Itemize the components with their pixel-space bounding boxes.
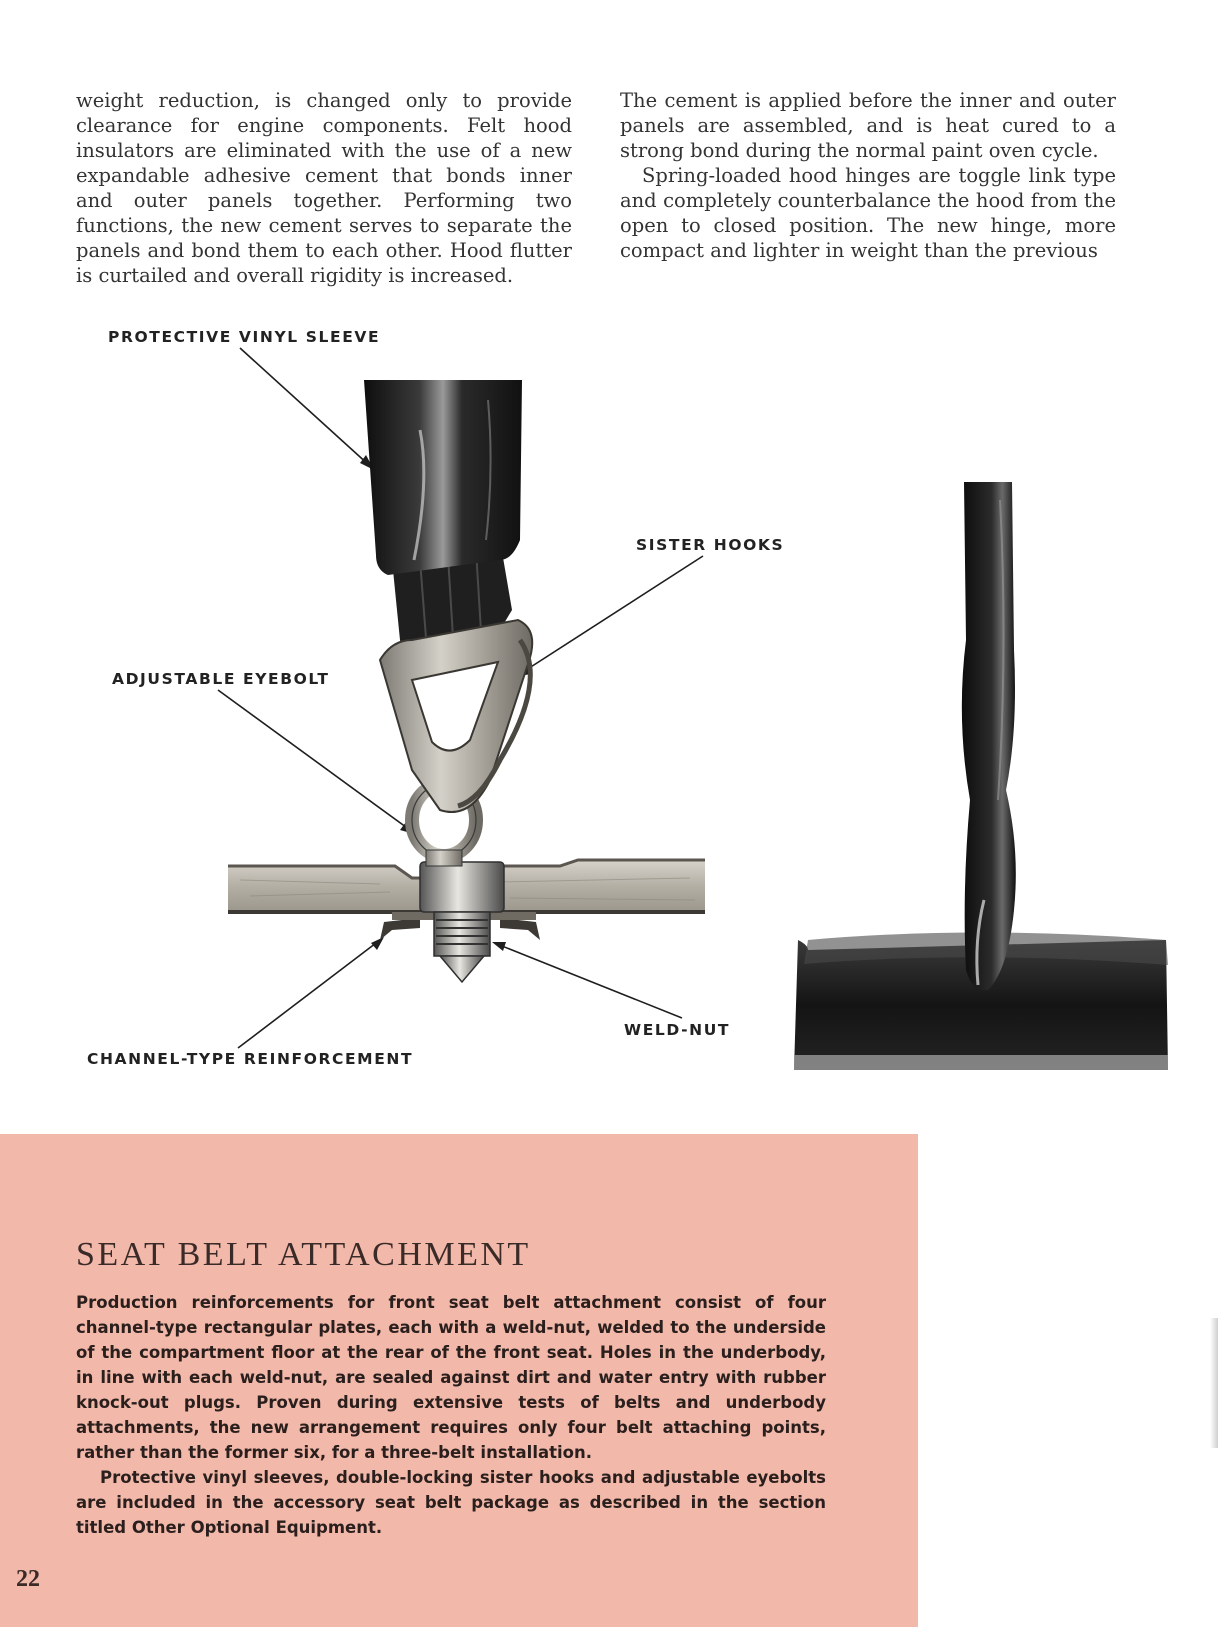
leader-weldnut <box>497 944 682 1018</box>
page-number: 22 <box>16 1566 40 1592</box>
right-paragraph-1: The cement is applied before the inner and outer panels are assembled, and is heat cured to a strong bond during the normal paint oven cycle. <box>620 89 1116 162</box>
callout-weld-nut: WELD-NUT <box>624 1021 731 1039</box>
vinyl-sleeve-tube <box>962 482 1016 990</box>
leader-sleeve <box>240 348 370 466</box>
callout-sister-hooks: SISTER HOOKS <box>636 536 785 554</box>
floor-edge <box>794 1055 1168 1070</box>
leader-channel <box>238 940 380 1048</box>
leader-hooks <box>523 556 703 672</box>
section-body <box>76 1290 826 1540</box>
section-paragraph-2: Protective vinyl sleeves, double-locking sister hooks and adjustable eyebolts are included in the accessory seat belt package as described in the section titled Other Optional Equipment. <box>76 1468 826 1537</box>
callout-adjustable-eyebolt: ADJUSTABLE EYEBOLT <box>112 670 330 688</box>
right-paragraph-2: Spring-loaded hood hinges are toggle link type and completely counterbalance the hood from the open to closed position. The new hinge, more compact and lighter in weight than the previous <box>620 164 1116 262</box>
channel-left <box>380 918 420 940</box>
channel-right <box>500 918 540 940</box>
left-paragraph-1: weight reduction, is changed only to provide clearance for engine components. Felt hood insulators are eliminated with the use of a new expandable adhesive cement that bonds inner and outer panels together. Performing two functions, the new cement serves to separate the panels and bond them to each other. Hood flutter is curtailed and overall rigidity is increased. <box>76 89 572 287</box>
callout-channel-type-reinforcement: CHANNEL-TYPE REINFORCEMENT <box>87 1050 414 1068</box>
sister-hook <box>380 620 532 812</box>
weld-nut <box>420 862 504 982</box>
page-edge-shadow <box>1210 1318 1218 1448</box>
section-paragraph-1: Production reinforcements for front seat belt attachment consist of four channel-type rectangular plates, each with a weld-nut, welded to the underside of the compartment floor at the rear of the front seat. Holes in the underbody, in line with each weld-nut, are sealed against dirt and water entry with rubber knock-out plugs. Proven during extensive tests of belts and underbody attachments, the new arrangement requires only four belt attaching points, rather than the former six, for a three-belt installation. <box>76 1293 826 1462</box>
leader-eyebolt <box>218 690 410 830</box>
vinyl-sleeve <box>364 380 522 575</box>
callout-protective-vinyl-sleeve: PROTECTIVE VINYL SLEEVE <box>108 328 381 346</box>
section-title: SEAT BELT ATTACHMENT <box>76 1236 531 1273</box>
sleeve-floor-photo <box>788 470 1176 1080</box>
